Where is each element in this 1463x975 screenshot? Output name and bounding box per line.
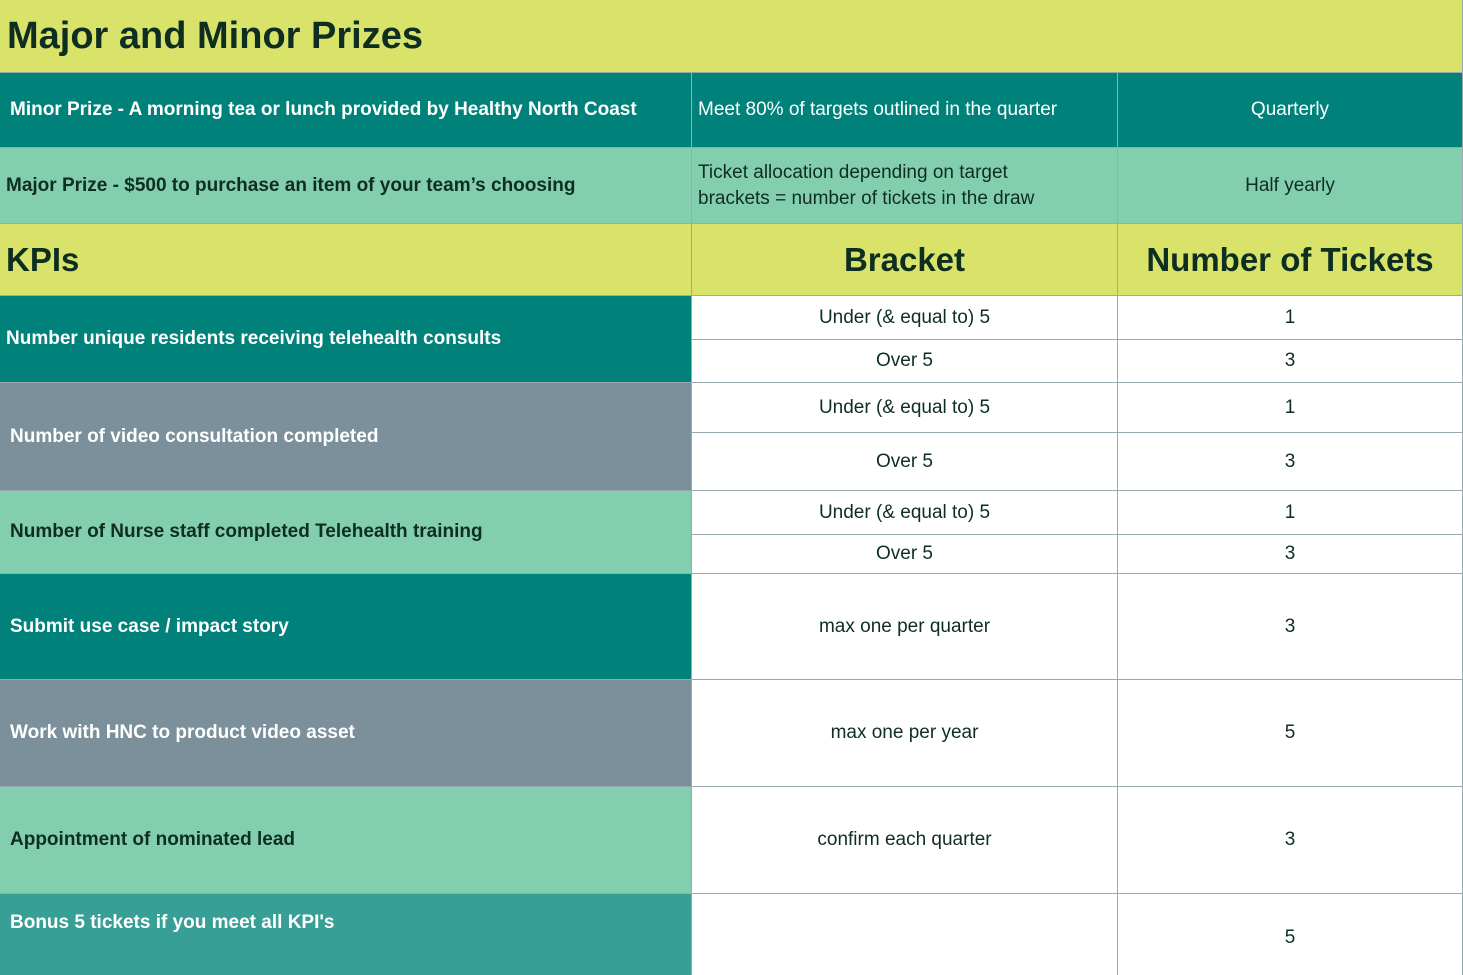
kpi-tickets: 1 bbox=[1118, 383, 1463, 433]
kpi-tickets: 3 bbox=[1118, 787, 1463, 894]
kpi-bracket: Under (& equal to) 5 bbox=[692, 383, 1118, 433]
header-tickets: Number of Tickets bbox=[1118, 224, 1463, 296]
header-kpis: KPIs bbox=[0, 224, 692, 296]
kpi-name: Number unique residents receiving telehealth consults bbox=[0, 296, 692, 383]
kpi-name: Appointment of nominated lead bbox=[0, 787, 692, 894]
kpi-tickets: 3 bbox=[1118, 340, 1463, 383]
kpi-tickets: 3 bbox=[1118, 535, 1463, 574]
kpi-tickets: 5 bbox=[1118, 680, 1463, 787]
kpi-tickets: 1 bbox=[1118, 491, 1463, 535]
kpi-name: Number of Nurse staff completed Telehealth training bbox=[0, 491, 692, 574]
kpi-bracket: max one per year bbox=[692, 680, 1118, 787]
kpi-bracket: confirm each quarter bbox=[692, 787, 1118, 894]
kpi-bracket: max one per quarter bbox=[692, 574, 1118, 680]
kpi-tickets: 3 bbox=[1118, 433, 1463, 491]
kpi-tickets: 1 bbox=[1118, 296, 1463, 340]
kpi-bracket: Under (& equal to) 5 bbox=[692, 296, 1118, 340]
header-bracket: Bracket bbox=[692, 224, 1118, 296]
kpi-tickets: 3 bbox=[1118, 574, 1463, 680]
sheet-title: Major and Minor Prizes bbox=[0, 0, 1463, 73]
minor-prize-cell: Minor Prize - A morning tea or lunch provided by Healthy North Coast bbox=[0, 73, 692, 148]
kpi-tickets: 5 bbox=[1118, 894, 1463, 975]
kpi-name: Bonus 5 tickets if you meet all KPI's bbox=[0, 894, 692, 975]
kpi-bracket: Over 5 bbox=[692, 433, 1118, 491]
major-prize-frequency: Half yearly bbox=[1118, 148, 1463, 224]
kpi-bracket: Over 5 bbox=[692, 535, 1118, 574]
kpi-bracket bbox=[692, 894, 1118, 975]
kpi-bracket: Over 5 bbox=[692, 340, 1118, 383]
major-prize-condition: Ticket allocation depending on target brackets = number of tickets in the draw bbox=[692, 148, 1118, 224]
kpi-bracket: Under (& equal to) 5 bbox=[692, 491, 1118, 535]
major-prize-cell: Major Prize - $500 to purchase an item of your team’s choosing bbox=[0, 148, 692, 224]
minor-prize-condition: Meet 80% of targets outlined in the quarter bbox=[692, 73, 1118, 148]
kpi-name: Work with HNC to product video asset bbox=[0, 680, 692, 787]
minor-prize-frequency: Quarterly bbox=[1118, 73, 1463, 148]
kpi-name: Number of video consultation completed bbox=[0, 383, 692, 491]
kpi-name: Submit use case / impact story bbox=[0, 574, 692, 680]
